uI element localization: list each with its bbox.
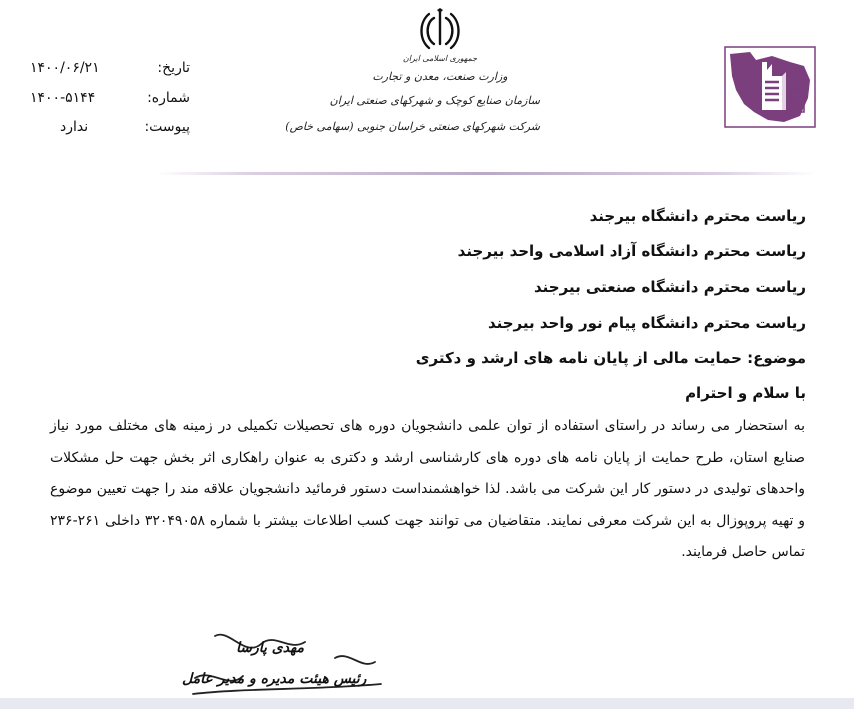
number-row xyxy=(30,90,190,116)
attachment-label: پیوست: xyxy=(144,119,190,135)
subject-line: موضوع: حمایت مالی از پایان نامه های ارشد و دکتری xyxy=(415,349,806,367)
letterhead xyxy=(285,8,540,158)
organization-text: سازمان صنایع کوچک و شهرکهای صنعتی ایران xyxy=(329,94,540,107)
recipient-1: ریاست محترم دانشگاه بیرجند xyxy=(589,207,806,225)
signer-name: مهدی پارسا xyxy=(236,640,305,656)
number-value: ۱۴۰۰-۵۱۴۴ xyxy=(30,90,96,106)
signature-scribble xyxy=(185,618,385,700)
header-divider xyxy=(155,172,815,175)
republic-text: جمهوری اسلامی ایران xyxy=(402,54,478,63)
company-logo-icon xyxy=(724,46,816,128)
number-label: شماره: xyxy=(147,90,190,106)
signer-title: رئیس هیئت مدیره و مدیر عامل xyxy=(182,671,367,687)
recipient-3: ریاست محترم دانشگاه صنعتی بیرجند xyxy=(534,278,806,296)
ministry-text: وزارت صنعت، معدن و تجارت xyxy=(372,70,508,83)
attachment-value: ندارد xyxy=(60,119,89,135)
company-text: شرکت شهرکهای صنعتی خراسان جنوبی (سهامی خاص) xyxy=(285,120,540,133)
page-bottom-edge xyxy=(0,698,854,709)
recipient-2: ریاست محترم دانشگاه آزاد اسلامی واحد بیرجند xyxy=(457,242,806,260)
date-value: ۱۴۰۰/۰۶/۲۱ xyxy=(30,60,100,76)
recipient-4: ریاست محترم دانشگاه پیام نور واحد بیرجند xyxy=(487,314,806,332)
iran-emblem-icon xyxy=(420,8,460,54)
attachment-row xyxy=(60,119,190,145)
greeting: با سلام و احترام xyxy=(685,384,806,402)
letter-body: به استحضار می رساند در راستای استفاده از توان علمی دانشجویان دوره های تحصیلات تکمیلی در زمینه های مختلف مورد نیاز صنایع استان، طرح حمایت از پایان نامه های دوره های کارشناسی ارشد و دکتری به عنوان راهکاری اثر بخش جهت حل مشکلات واحدهای تولیدی در دستور کار این شرکت می باشد. لذا خواهشمنداست دستور فرمائید دانشجویان علاقه مند را جهت تعیین موضوع و تهیه پروپوزال به این شرکت معرفی نمایند. متقاضیان می توانند جهت کسب اطلاعات بیشتر با شماره ۳۲۰۴۹۰۵۸ داخلی ۲۶۱-۲۳۶ تماس حاصل فرمایند. xyxy=(50,418,805,560)
date-label: تاریخ: xyxy=(157,60,190,76)
date-row xyxy=(30,60,190,86)
